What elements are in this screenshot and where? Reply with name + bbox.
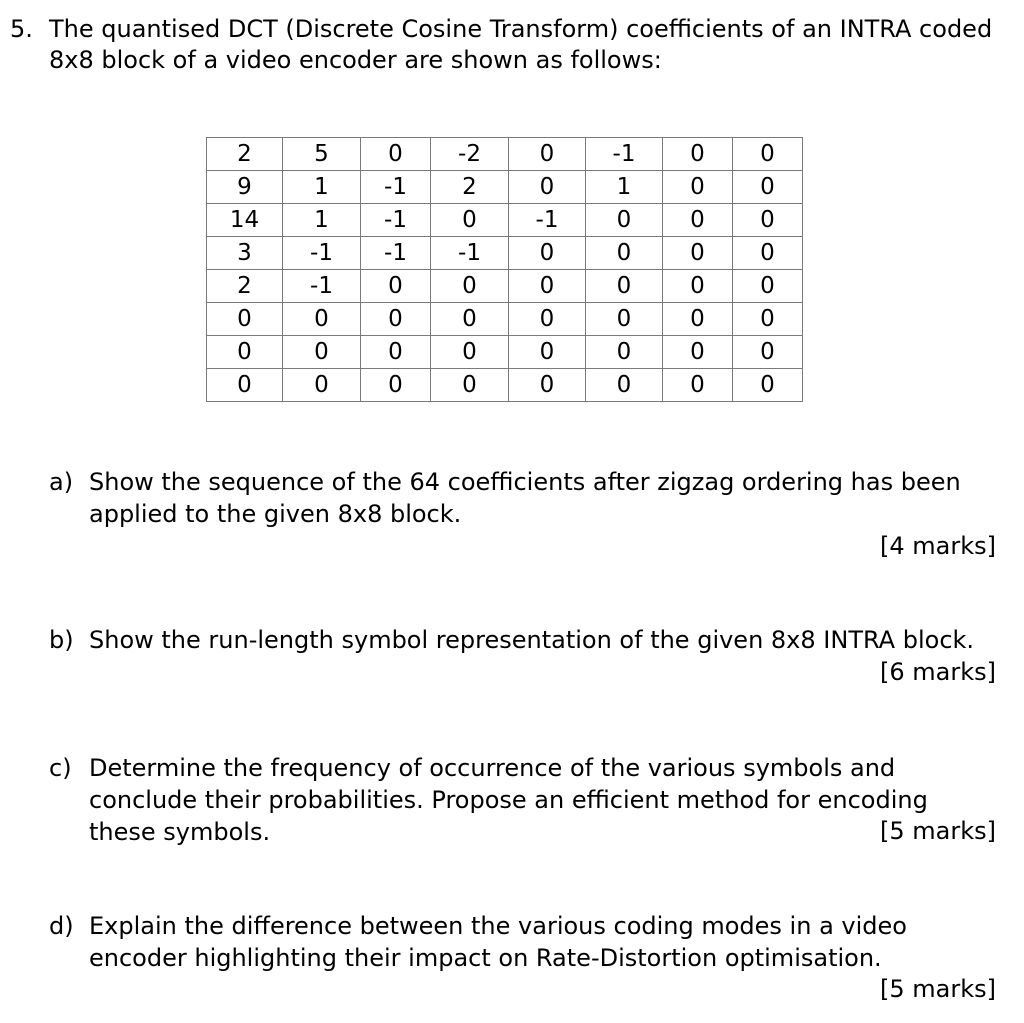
- coefficient-cell: 0: [663, 303, 733, 336]
- coefficient-cell: 0: [431, 303, 509, 336]
- table-row: [207, 369, 803, 402]
- coefficient-cell: 0: [283, 369, 361, 402]
- coefficient-cell: 0: [283, 336, 361, 369]
- part-b-text: Show the run-length symbol representation of the given 8x8 INTRA block.: [89, 626, 975, 654]
- coefficient-cell: 0: [509, 237, 586, 270]
- coefficient-cell: 0: [509, 270, 586, 303]
- table-row: [207, 336, 803, 369]
- coefficient-cell: 0: [361, 369, 431, 402]
- coefficient-cell: 0: [207, 336, 283, 369]
- part-d: [49, 910, 989, 974]
- coefficient-cell: 0: [586, 336, 663, 369]
- coefficient-cell: 0: [663, 204, 733, 237]
- coefficient-cell: 9: [207, 171, 283, 204]
- coefficient-cell: 0: [586, 369, 663, 402]
- coefficient-cell: 0: [586, 270, 663, 303]
- coefficient-cell: 2: [207, 270, 283, 303]
- part-a: [49, 466, 989, 530]
- dct-table-body: [207, 138, 803, 402]
- coefficient-cell: 0: [733, 336, 803, 369]
- coefficient-cell: 0: [733, 204, 803, 237]
- coefficient-cell: 0: [509, 369, 586, 402]
- coefficient-cell: 0: [361, 270, 431, 303]
- coefficient-cell: 0: [586, 303, 663, 336]
- table-row: [207, 138, 803, 171]
- part-b-marks: [6 marks]: [880, 658, 996, 686]
- coefficient-cell: 0: [733, 237, 803, 270]
- part-b: [49, 624, 989, 656]
- coefficient-cell: 5: [283, 138, 361, 171]
- table-row: [207, 270, 803, 303]
- coefficient-cell: 0: [361, 336, 431, 369]
- part-c-label: c): [49, 754, 72, 782]
- coefficient-cell: -1: [283, 237, 361, 270]
- coefficient-cell: 0: [733, 369, 803, 402]
- coefficient-cell: 0: [733, 303, 803, 336]
- part-a-marks: [4 marks]: [880, 532, 996, 560]
- coefficient-cell: 2: [207, 138, 283, 171]
- coefficient-cell: 0: [586, 204, 663, 237]
- coefficient-cell: 0: [431, 204, 509, 237]
- part-c-marks: [5 marks]: [880, 817, 996, 845]
- coefficient-cell: 0: [509, 303, 586, 336]
- coefficient-cell: -1: [431, 237, 509, 270]
- coefficient-cell: 0: [733, 138, 803, 171]
- coefficient-cell: -1: [586, 138, 663, 171]
- part-a-text: Show the sequence of the 64 coefficients after zigzag ordering has been applied to the given 8x8 block.: [89, 468, 961, 528]
- table-row: [207, 204, 803, 237]
- coefficient-cell: -1: [361, 237, 431, 270]
- coefficient-cell: 0: [586, 237, 663, 270]
- coefficient-cell: 0: [431, 270, 509, 303]
- coefficient-cell: 0: [663, 138, 733, 171]
- coefficient-cell: 0: [509, 138, 586, 171]
- part-a-label: a): [49, 468, 74, 496]
- part-c: [49, 752, 989, 848]
- coefficient-cell: 2: [431, 171, 509, 204]
- coefficient-cell: -1: [283, 270, 361, 303]
- coefficient-cell: 3: [207, 237, 283, 270]
- part-d-text: Explain the difference between the various coding modes in a video encoder highlighting their impact on Rate-Distortion optimisation.: [89, 912, 907, 972]
- coefficient-cell: 0: [663, 270, 733, 303]
- coefficient-cell: 0: [663, 369, 733, 402]
- coefficient-cell: 0: [663, 237, 733, 270]
- part-d-marks: [5 marks]: [880, 975, 996, 1003]
- coefficient-cell: 0: [431, 369, 509, 402]
- table-row: [207, 303, 803, 336]
- coefficient-cell: 0: [361, 303, 431, 336]
- coefficient-cell: 14: [207, 204, 283, 237]
- coefficient-cell: 0: [733, 171, 803, 204]
- table-row: [207, 237, 803, 270]
- coefficient-cell: 0: [733, 270, 803, 303]
- coefficient-cell: -2: [431, 138, 509, 171]
- coefficient-cell: 0: [509, 171, 586, 204]
- coefficient-cell: 1: [283, 171, 361, 204]
- coefficient-cell: 0: [207, 369, 283, 402]
- part-b-label: b): [49, 626, 74, 654]
- coefficient-cell: -1: [361, 171, 431, 204]
- coefficient-cell: -1: [509, 204, 586, 237]
- coefficient-cell: 0: [431, 336, 509, 369]
- coefficient-cell: -1: [361, 204, 431, 237]
- part-c-text: Determine the frequency of occurrence of the various symbols and conclude their probabilities. Propose an efficient method for encoding these symbols.: [89, 754, 928, 846]
- table-row: [207, 171, 803, 204]
- coefficient-cell: 0: [283, 303, 361, 336]
- part-d-label: d): [49, 912, 74, 940]
- question-stem: The quantised DCT (Discrete Cosine Transform) coefficients of an INTRA coded 8x8 block of a video encoder are shown as follows:: [49, 15, 993, 74]
- dct-coefficient-table: [206, 137, 803, 402]
- coefficient-cell: 1: [586, 171, 663, 204]
- coefficient-cell: 0: [361, 138, 431, 171]
- coefficient-cell: 0: [207, 303, 283, 336]
- question-number: 5.: [10, 15, 33, 43]
- coefficient-cell: 0: [509, 336, 586, 369]
- coefficient-cell: 1: [283, 204, 361, 237]
- coefficient-cell: 0: [663, 171, 733, 204]
- coefficient-cell: 0: [663, 336, 733, 369]
